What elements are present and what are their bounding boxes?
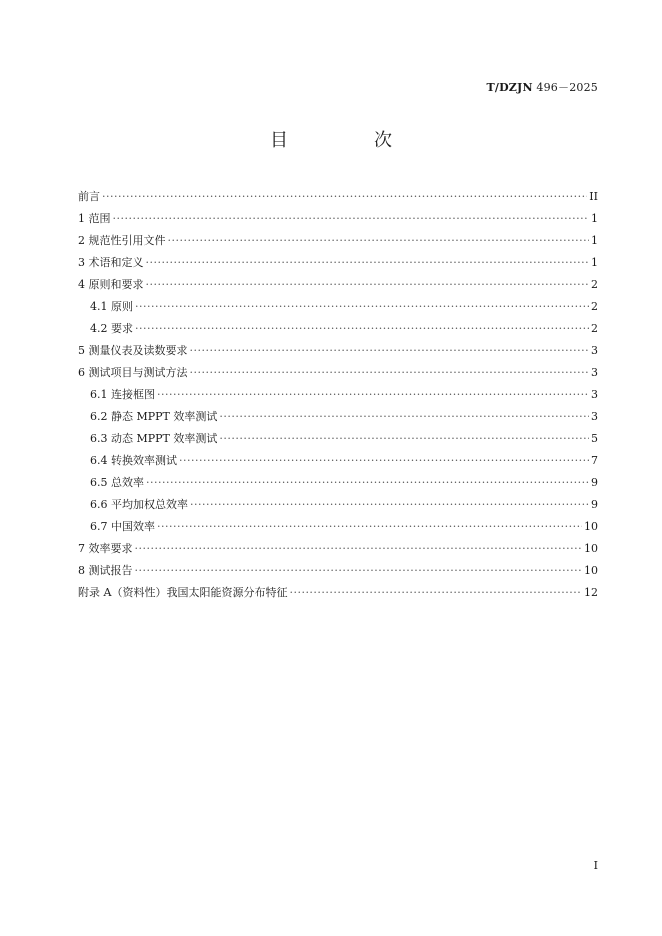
toc-entry-page: 3 <box>591 410 598 423</box>
toc-entry-label: 6.7 中国效率 <box>90 520 155 533</box>
toc-entry-page: 2 <box>591 278 598 291</box>
toc-entry-label: 1 范围 <box>78 212 111 225</box>
toc-entry[interactable] <box>78 582 598 604</box>
toc-entry-page: 3 <box>591 344 598 357</box>
toc-entry-page: II <box>589 190 598 203</box>
toc-entry-page: 9 <box>591 476 598 489</box>
document-code-number: 496－2025 <box>536 81 598 94</box>
toc-entry[interactable] <box>78 494 598 516</box>
toc-entry-label: 前言 <box>78 190 100 203</box>
toc-dot-leader <box>289 582 582 604</box>
toc-entry-label: 6.4 转换效率测试 <box>90 454 177 467</box>
toc-dot-leader <box>102 186 587 208</box>
table-of-contents <box>78 186 598 604</box>
toc-dot-leader <box>219 406 589 428</box>
toc-title: 目 次 <box>270 130 426 151</box>
toc-entry-page: 1 <box>591 256 598 269</box>
toc-entry[interactable] <box>78 318 598 340</box>
toc-dot-leader <box>190 340 590 362</box>
toc-entry[interactable] <box>78 472 598 494</box>
toc-dot-leader <box>157 516 582 538</box>
toc-entry[interactable] <box>78 296 598 318</box>
toc-entry-label: 3 术语和定义 <box>78 256 144 269</box>
toc-entry-page: 5 <box>591 432 598 445</box>
toc-entry-page: 7 <box>591 454 598 467</box>
toc-dot-leader <box>113 208 590 230</box>
toc-entry-label: 4.1 原则 <box>90 300 133 313</box>
toc-entry[interactable] <box>78 450 598 472</box>
toc-entry-page: 12 <box>584 586 598 599</box>
toc-dot-leader <box>135 538 583 560</box>
toc-entry-page: 10 <box>584 520 598 533</box>
page-number: I <box>593 859 598 872</box>
toc-entry[interactable] <box>78 516 598 538</box>
toc-dot-leader <box>135 296 589 318</box>
toc-dot-leader <box>219 428 589 450</box>
toc-entry-label: 6.2 静态 MPPT 效率测试 <box>90 410 218 423</box>
toc-entry-label: 4 原则和要求 <box>78 278 144 291</box>
toc-entry-page: 10 <box>584 564 598 577</box>
toc-entry-page: 3 <box>591 366 598 379</box>
toc-entry-page: 9 <box>591 498 598 511</box>
toc-entry[interactable] <box>78 384 598 406</box>
toc-entry[interactable] <box>78 362 598 384</box>
toc-entry-label: 8 测试报告 <box>78 564 133 577</box>
toc-entry[interactable] <box>78 274 598 296</box>
toc-dot-leader <box>190 494 589 516</box>
toc-entry-page: 2 <box>591 322 598 335</box>
toc-entry-page: 1 <box>591 212 598 225</box>
toc-dot-leader <box>190 362 590 384</box>
toc-entry[interactable] <box>78 252 598 274</box>
toc-entry-label: 附录 A（资料性）我国太阳能资源分布特征 <box>78 586 288 599</box>
toc-entry[interactable] <box>78 208 598 230</box>
toc-entry[interactable] <box>78 560 598 582</box>
toc-entry[interactable] <box>78 406 598 428</box>
toc-dot-leader <box>146 274 590 296</box>
document-code-prefix: T/DZJN <box>486 81 533 94</box>
toc-entry[interactable] <box>78 186 598 208</box>
toc-dot-leader <box>146 252 590 274</box>
toc-entry-page: 10 <box>584 542 598 555</box>
toc-entry-label: 2 规范性引用文件 <box>78 234 166 247</box>
toc-dot-leader <box>168 230 590 252</box>
toc-entry-label: 6.1 连接框图 <box>90 388 155 401</box>
document-code <box>486 79 598 95</box>
toc-entry[interactable] <box>78 428 598 450</box>
toc-dot-leader <box>146 472 589 494</box>
toc-entry-label: 7 效率要求 <box>78 542 133 555</box>
toc-entry-page: 1 <box>591 234 598 247</box>
toc-dot-leader <box>157 384 589 406</box>
toc-entry-page: 2 <box>591 300 598 313</box>
toc-entry-label: 5 测量仪表及读数要求 <box>78 344 188 357</box>
toc-entry-page: 3 <box>591 388 598 401</box>
toc-entry[interactable] <box>78 230 598 252</box>
toc-entry-label: 6 测试项目与测试方法 <box>78 366 188 379</box>
toc-entry-label: 6.5 总效率 <box>90 476 144 489</box>
toc-dot-leader <box>135 560 583 582</box>
toc-entry[interactable] <box>78 538 598 560</box>
toc-dot-leader <box>179 450 589 472</box>
toc-entry-label: 6.6 平均加权总效率 <box>90 498 188 511</box>
toc-entry-label: 4.2 要求 <box>90 322 133 335</box>
toc-entry-label: 6.3 动态 MPPT 效率测试 <box>90 432 218 445</box>
toc-dot-leader <box>135 318 589 340</box>
toc-entry[interactable] <box>78 340 598 362</box>
